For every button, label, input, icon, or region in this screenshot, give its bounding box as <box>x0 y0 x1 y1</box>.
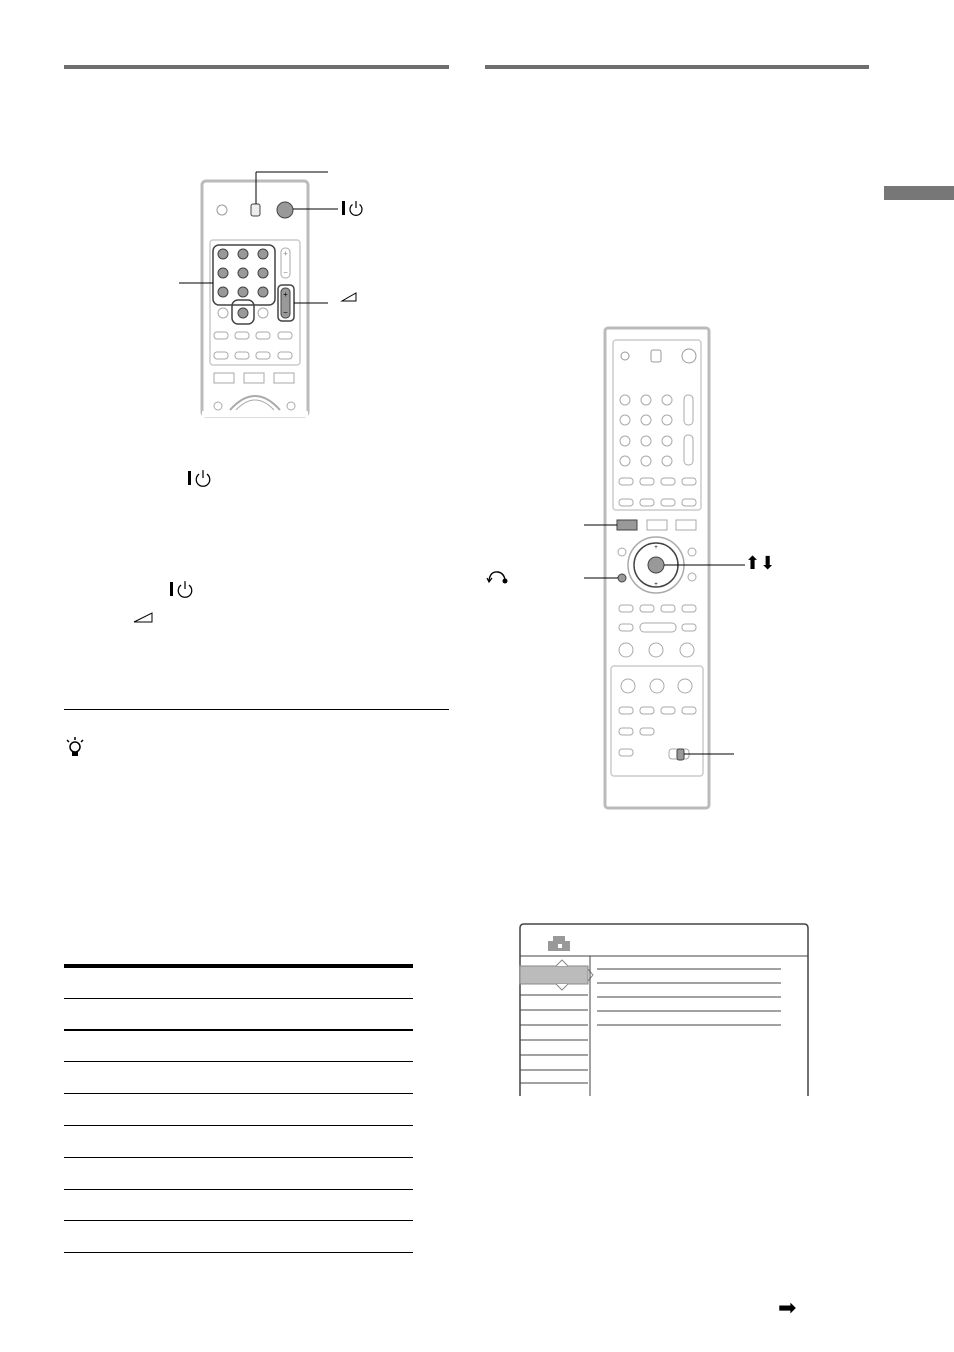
table-rule <box>64 1061 413 1062</box>
eject-button <box>217 205 227 215</box>
toolbox-icon <box>548 936 570 951</box>
power-symbol-inline-2 <box>170 580 194 598</box>
return-button <box>618 574 626 582</box>
continue-arrow-icon: ➡ <box>778 1296 797 1321</box>
remote-top-illustration <box>170 160 370 420</box>
table-rule <box>64 1093 413 1094</box>
tv-switch <box>251 204 260 216</box>
power-symbol-inline-1 <box>188 469 212 487</box>
left-column-top-rule <box>64 65 449 69</box>
system-menu-button <box>617 520 637 530</box>
svg-text:+: + <box>654 545 658 551</box>
tip-bulb-icon <box>65 737 85 757</box>
remote-full-illustration <box>480 325 780 805</box>
setup-menu-illustration <box>518 922 812 1098</box>
section-tab <box>884 186 954 200</box>
table-header-rule <box>64 1029 413 1031</box>
enter-button <box>648 557 664 573</box>
table-rule <box>64 1220 413 1221</box>
power-icon <box>194 469 212 487</box>
power-symbol-label-top <box>342 200 364 216</box>
svg-text:+: + <box>283 249 288 258</box>
table-rule <box>64 1157 413 1158</box>
power-button <box>277 202 293 218</box>
up-down-arrows-label: ⬆⬇ <box>745 553 776 574</box>
table-rule <box>64 1125 413 1126</box>
table-top-rule <box>64 964 413 968</box>
dvd-switch <box>677 749 684 760</box>
tip-divider <box>64 709 449 710</box>
return-icon <box>486 570 508 584</box>
volume-icon <box>341 292 357 302</box>
table-rule <box>64 998 413 999</box>
volume-icon-inline <box>133 612 153 623</box>
svg-text:+: + <box>654 582 658 588</box>
right-column-top-rule <box>485 65 869 69</box>
svg-text:+: + <box>283 290 288 299</box>
svg-text:−: − <box>283 268 288 277</box>
power-icon <box>348 200 364 216</box>
table-rule <box>64 1252 413 1253</box>
power-icon <box>176 580 194 598</box>
menu-item-selected <box>520 966 588 984</box>
svg-text:−: − <box>283 308 288 317</box>
table-rule <box>64 1189 413 1190</box>
